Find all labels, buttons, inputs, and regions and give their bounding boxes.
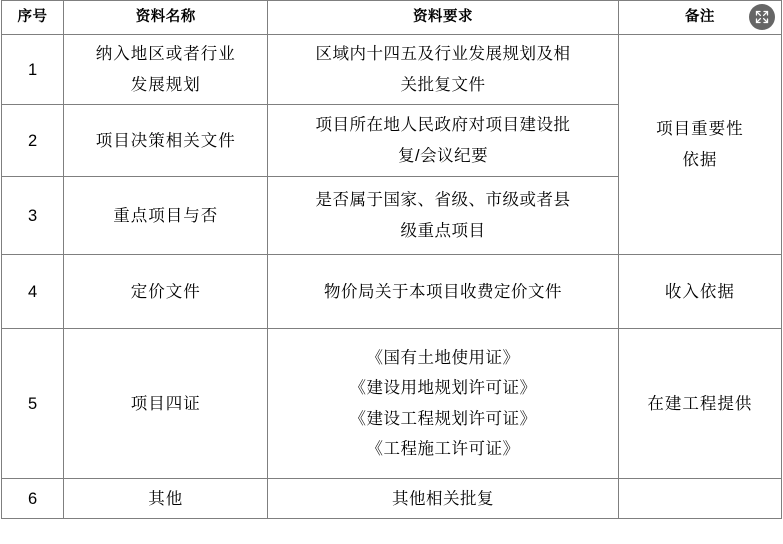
column-header-name: 资料名称	[64, 1, 268, 35]
row-material-name: 重点项目与否	[64, 177, 268, 255]
note-line: 项目重要性	[656, 120, 744, 139]
table-row	[2, 479, 782, 519]
row-note-empty	[618, 479, 781, 519]
row-number: 6	[2, 479, 64, 519]
note-line: 依据	[682, 150, 718, 169]
requirement-line: 《国有土地使用证》	[366, 348, 520, 367]
table-row	[2, 255, 782, 329]
table-row	[2, 35, 782, 105]
row-material-requirement: 其他相关批复	[268, 479, 618, 519]
row-material-name	[64, 35, 268, 105]
row-material-name: 项目决策相关文件	[64, 105, 268, 177]
row-material-requirement	[268, 35, 618, 105]
column-header-req: 资料要求	[268, 1, 618, 35]
row-note-under-construction: 在建工程提供	[618, 329, 781, 479]
row-material-requirement: 物价局关于本项目收费定价文件	[268, 255, 618, 329]
requirement-line: 关批复文件	[400, 75, 486, 94]
name-lines	[70, 39, 261, 100]
name-line: 纳入地区或者行业	[95, 45, 236, 64]
row-material-name: 其他	[64, 479, 268, 519]
requirement-line: 级重点项目	[400, 221, 486, 240]
row-material-requirement	[268, 177, 618, 255]
requirement-lines	[274, 185, 611, 246]
table-body	[2, 35, 782, 519]
row-note-revenue: 收入依据	[618, 255, 781, 329]
row-material-requirement	[268, 329, 618, 479]
note-lines	[625, 114, 775, 175]
table-row	[2, 329, 782, 479]
row-material-name: 定价文件	[64, 255, 268, 329]
requirements-table	[1, 0, 782, 519]
requirement-line: 区域内十四五及行业发展规划及相	[315, 45, 571, 64]
row-number: 5	[2, 329, 64, 479]
row-number: 2	[2, 105, 64, 177]
row-number: 4	[2, 255, 64, 329]
requirement-line: 《建设用地规划许可证》	[349, 379, 537, 398]
requirement-line: 复/会议纪要	[398, 146, 489, 165]
row-number: 1	[2, 35, 64, 105]
requirement-lines	[274, 343, 611, 465]
column-header-note: 备注	[618, 1, 781, 35]
table-header	[2, 1, 782, 35]
table-header-row	[2, 1, 782, 35]
requirement-line: 《建设工程规划许可证》	[349, 409, 537, 428]
requirement-line: 《工程施工许可证》	[366, 440, 520, 459]
requirement-lines	[274, 110, 611, 171]
row-note-importance	[618, 35, 781, 255]
name-line: 发展规划	[130, 75, 201, 94]
requirement-lines	[274, 39, 611, 100]
row-material-name: 项目四证	[64, 329, 268, 479]
row-material-requirement	[268, 105, 618, 177]
row-number: 3	[2, 177, 64, 255]
requirement-line: 是否属于国家、省级、市级或者县	[315, 191, 571, 210]
column-header-no: 序号	[2, 1, 64, 35]
expand-fullscreen-icon[interactable]	[749, 4, 775, 30]
requirement-line: 项目所在地人民政府对项目建设批	[315, 116, 571, 135]
